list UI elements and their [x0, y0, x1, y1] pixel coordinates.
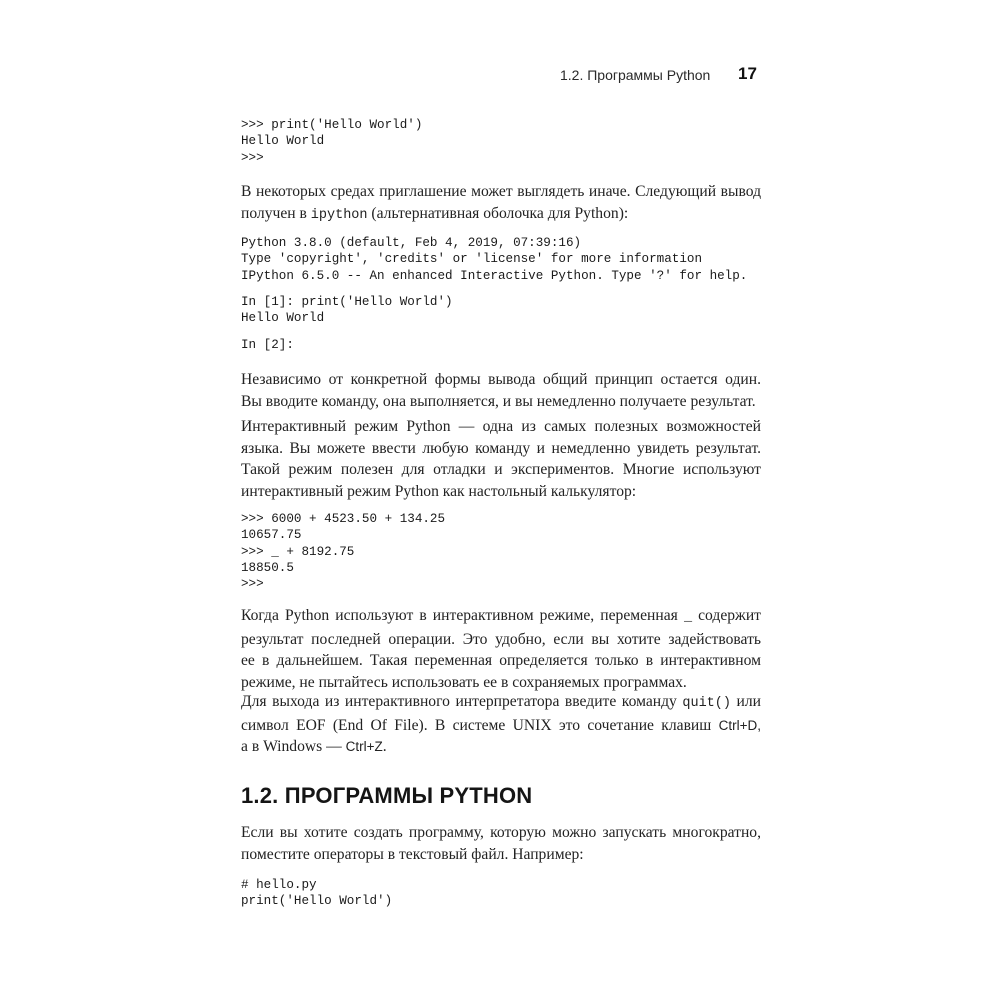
page-number: 17: [738, 64, 757, 83]
code-block-hello-py: [241, 877, 392, 910]
text-line: Если вы хотите создать программу, которую можно запускать многократно,: [241, 824, 761, 841]
paragraph-programs-intro: [241, 822, 761, 865]
code-line: IPython 6.5.0 -- An enhanced Interactive Python. Type '?' for help.: [241, 268, 748, 283]
key-combo: Ctrl+Z: [345, 739, 383, 754]
code-block-repl: [241, 117, 422, 166]
text-run: .: [382, 738, 387, 755]
code-line: Hello World: [241, 134, 325, 149]
inline-code: _: [683, 610, 693, 625]
key-combo: Ctrl+D,: [718, 717, 761, 733]
section-heading: 1.2. ПРОГРАММЫ PYTHON: [241, 783, 533, 808]
text-line: режиме, не пытайтесь использовать ее в сохраняемых программах.: [241, 673, 687, 691]
inline-code: ipython: [310, 207, 368, 223]
text-run: а в Windows —: [241, 738, 346, 755]
paragraph-general-principle: [241, 369, 761, 412]
code-block-ipython-input: [241, 294, 453, 327]
code-line: 10657.75: [241, 528, 302, 543]
paragraph-exit-interpreter: [241, 691, 761, 758]
text-line: интерактивный режим Python как настольный калькулятор:: [241, 482, 637, 500]
code-line: Type 'copyright', 'credits' or 'license' for more information: [241, 252, 703, 267]
text-line: поместите операторы в текстовый файл. Например:: [241, 845, 584, 863]
text-run: (альтернативная оболочка для Python):: [367, 204, 629, 222]
code-line: In [2]:: [241, 338, 294, 352]
code-line: >>>: [241, 577, 264, 592]
paragraph-interactive-mode: [241, 416, 761, 502]
text-run: получен в: [241, 204, 311, 222]
text-line: языка. Вы можете ввести любую команду и немедленно увидеть результат.: [241, 439, 761, 457]
text-line: [241, 736, 761, 758]
text-run: содержит: [692, 607, 761, 624]
code-block-calculator: [241, 511, 445, 592]
text-line: [241, 605, 761, 629]
text-line: В некоторых средах приглашение может выглядеть иначе. Следующий вывод: [241, 183, 761, 200]
text-line: Вы вводите команду, она выполняется, и вы немедленно получаете результат.: [241, 392, 756, 410]
text-run: или: [730, 693, 761, 710]
text-run: Для выхода из интерактивного интерпретатора введите команду: [241, 693, 683, 710]
inline-code: quit(): [682, 696, 731, 711]
code-line: >>>: [241, 150, 264, 165]
text-run: символ EOF (End Of File). В системе UNIX это сочетание клавиш: [241, 716, 719, 734]
paragraph-underscore-variable: [241, 605, 761, 693]
code-line: >>> _ + 8192.75: [241, 544, 355, 559]
code-line: Python 3.8.0 (default, Feb 4, 2019, 07:39:16): [241, 236, 582, 250]
text-line: [241, 691, 761, 715]
text-line: ее в дальнейшем. Такая переменная определяется только в интерактивном: [241, 652, 761, 669]
text-line: результат последней операции. Это удобно, если вы хотите задействовать: [241, 630, 761, 648]
code-block-ipython-prompt: [241, 337, 294, 353]
text-line: Такой режим полезен для отладки и экспериментов. Многие используют: [241, 461, 761, 478]
text-line: Интерактивный режим Python — одна из самых полезных возможностей: [241, 418, 761, 435]
code-line: >>> print('Hello World'): [241, 118, 423, 132]
code-line: >>> 6000 + 4523.50 + 134.25: [241, 512, 446, 526]
code-line: # hello.py: [241, 878, 317, 892]
text-line: [241, 203, 761, 227]
code-line: print('Hello World'): [241, 894, 393, 909]
paragraph-ipython-intro: [241, 181, 761, 226]
text-line: [241, 715, 761, 737]
code-line: In [1]: print('Hello World'): [241, 295, 453, 309]
running-header-title: 1.2. Программы Python: [560, 67, 711, 83]
code-line: Hello World: [241, 311, 325, 326]
code-line: 18850.5: [241, 560, 294, 575]
text-run: Когда Python используют в интерактивном режиме, переменная: [241, 607, 684, 624]
code-block-ipython-banner: [241, 235, 747, 284]
text-line: Независимо от конкретной формы вывода общий принцип остается один.: [241, 371, 761, 388]
